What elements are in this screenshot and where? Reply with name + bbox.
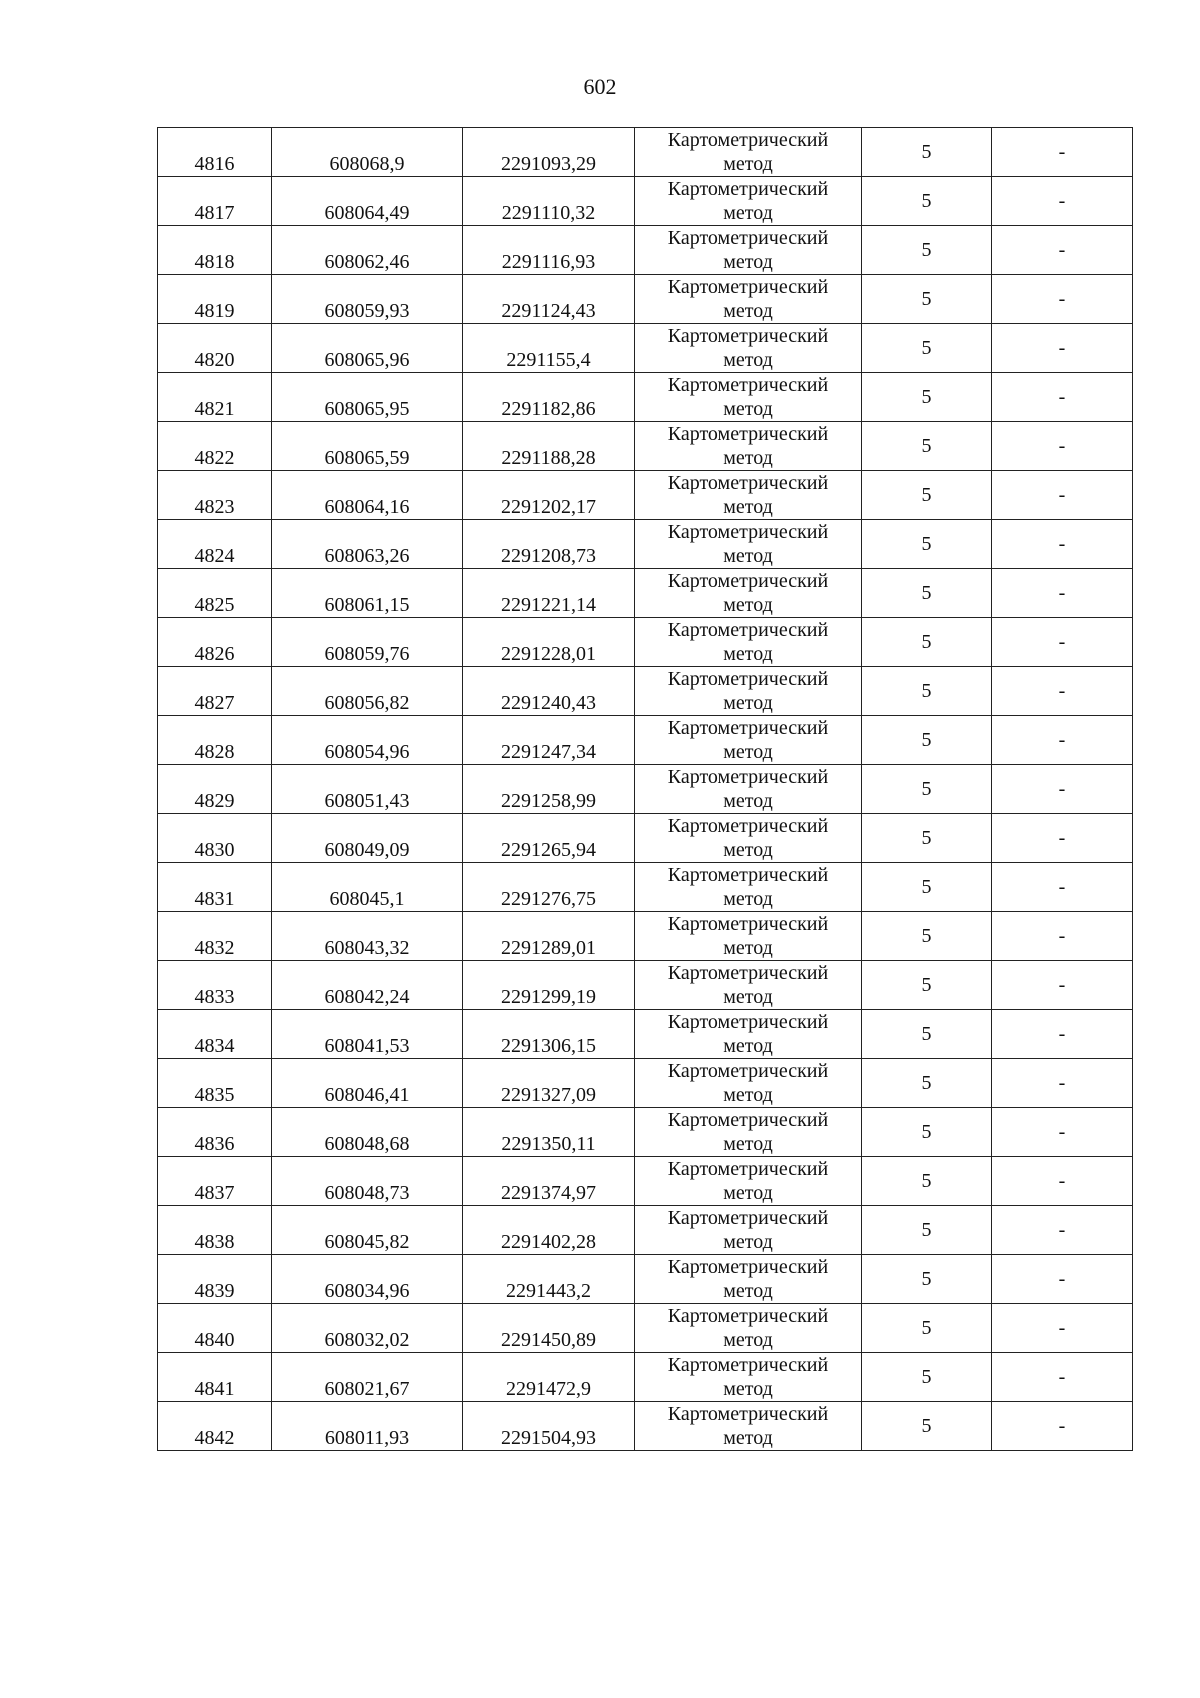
x-coordinate-cell: 608059,76	[272, 618, 463, 667]
method-text-line2: метод	[723, 398, 773, 420]
x-coordinate-cell: 608041,53	[272, 1010, 463, 1059]
accuracy-cell: 5	[862, 961, 992, 1010]
method-text-line2: метод	[723, 937, 773, 959]
accuracy-cell: 5	[862, 1304, 992, 1353]
table-row	[158, 1402, 1133, 1451]
y-coordinate-cell: 2291276,75	[463, 863, 635, 912]
x-coordinate-cell: 608034,96	[272, 1255, 463, 1304]
method-cell	[635, 177, 862, 226]
note-cell: -	[992, 716, 1133, 765]
y-coordinate-cell: 2291221,14	[463, 569, 635, 618]
point-number-cell: 4831	[158, 863, 272, 912]
table-row	[158, 569, 1133, 618]
note-cell: -	[992, 1157, 1133, 1206]
method-text-line1: Картометрический	[667, 472, 829, 494]
accuracy-cell: 5	[862, 1108, 992, 1157]
method-cell	[635, 569, 862, 618]
method-text-line1: Картометрический	[667, 129, 829, 151]
method-text-line1: Картометрический	[667, 178, 829, 200]
x-coordinate-cell: 608045,1	[272, 863, 463, 912]
method-cell	[635, 520, 862, 569]
table-row	[158, 667, 1133, 716]
method-cell	[635, 1010, 862, 1059]
method-text-line2: метод	[723, 790, 773, 812]
method-text-line2: метод	[723, 349, 773, 371]
table-row	[158, 1353, 1133, 1402]
method-text-line1: Картометрический	[667, 815, 829, 837]
method-text-line2: метод	[723, 888, 773, 910]
x-coordinate-cell: 608065,59	[272, 422, 463, 471]
note-cell: -	[992, 765, 1133, 814]
method-cell	[635, 1304, 862, 1353]
accuracy-cell: 5	[862, 1353, 992, 1402]
point-number-cell: 4832	[158, 912, 272, 961]
x-coordinate-cell: 608048,68	[272, 1108, 463, 1157]
note-cell: -	[992, 667, 1133, 716]
x-coordinate-cell: 608043,32	[272, 912, 463, 961]
note-cell: -	[992, 1010, 1133, 1059]
method-text-line2: метод	[723, 1182, 773, 1204]
page-number: 602	[583, 74, 617, 99]
accuracy-cell: 5	[862, 128, 992, 177]
method-cell	[635, 1353, 862, 1402]
note-cell: -	[992, 912, 1133, 961]
y-coordinate-cell: 2291228,01	[463, 618, 635, 667]
note-cell: -	[992, 1206, 1133, 1255]
method-text-line2: метод	[723, 1035, 773, 1057]
point-number-cell: 4837	[158, 1157, 272, 1206]
point-number-cell: 4840	[158, 1304, 272, 1353]
point-number-cell: 4825	[158, 569, 272, 618]
method-text-line1: Картометрический	[667, 1060, 829, 1082]
point-number-cell: 4823	[158, 471, 272, 520]
point-number-cell: 4819	[158, 275, 272, 324]
method-text-line1: Картометрический	[667, 1011, 829, 1033]
method-text-line2: метод	[723, 1133, 773, 1155]
x-coordinate-cell: 608064,16	[272, 471, 463, 520]
point-number-cell: 4826	[158, 618, 272, 667]
method-text-line1: Картометрический	[667, 1109, 829, 1131]
table-row	[158, 520, 1133, 569]
y-coordinate-cell: 2291188,28	[463, 422, 635, 471]
point-number-cell: 4820	[158, 324, 272, 373]
method-text-line2: метод	[723, 545, 773, 567]
table-row	[158, 1255, 1133, 1304]
method-cell	[635, 422, 862, 471]
accuracy-cell: 5	[862, 667, 992, 716]
method-cell	[635, 275, 862, 324]
method-text-line1: Картометрический	[667, 325, 829, 347]
table-row	[158, 716, 1133, 765]
x-coordinate-cell: 608062,46	[272, 226, 463, 275]
method-text-line1: Картометрический	[667, 521, 829, 543]
x-coordinate-cell: 608065,96	[272, 324, 463, 373]
method-cell	[635, 324, 862, 373]
table-row	[158, 1157, 1133, 1206]
method-text-line2: метод	[723, 1280, 773, 1302]
y-coordinate-cell: 2291472,9	[463, 1353, 635, 1402]
accuracy-cell: 5	[862, 716, 992, 765]
method-text-line2: метод	[723, 1427, 773, 1449]
x-coordinate-cell: 608049,09	[272, 814, 463, 863]
table-row	[158, 1010, 1133, 1059]
method-text-line1: Картометрический	[667, 864, 829, 886]
method-text-line2: метод	[723, 1084, 773, 1106]
method-text-line1: Картометрический	[667, 227, 829, 249]
accuracy-cell: 5	[862, 520, 992, 569]
x-coordinate-cell: 608061,15	[272, 569, 463, 618]
y-coordinate-cell: 2291240,43	[463, 667, 635, 716]
method-text-line2: метод	[723, 447, 773, 469]
method-text-line2: метод	[723, 839, 773, 861]
table-row	[158, 961, 1133, 1010]
table-body	[158, 128, 1133, 1451]
y-coordinate-cell: 2291402,28	[463, 1206, 635, 1255]
method-text-line2: метод	[723, 202, 773, 224]
table-row	[158, 471, 1133, 520]
x-coordinate-cell: 608065,95	[272, 373, 463, 422]
method-cell	[635, 1157, 862, 1206]
accuracy-cell: 5	[862, 1255, 992, 1304]
method-text-line1: Картометрический	[667, 374, 829, 396]
method-text-line2: метод	[723, 496, 773, 518]
note-cell: -	[992, 961, 1133, 1010]
accuracy-cell: 5	[862, 373, 992, 422]
accuracy-cell: 5	[862, 1206, 992, 1255]
point-number-cell: 4833	[158, 961, 272, 1010]
method-text-line1: Картометрический	[667, 276, 829, 298]
table-row	[158, 912, 1133, 961]
method-text-line2: метод	[723, 692, 773, 714]
method-cell	[635, 1402, 862, 1451]
note-cell: -	[992, 1059, 1133, 1108]
x-coordinate-cell: 608048,73	[272, 1157, 463, 1206]
accuracy-cell: 5	[862, 1402, 992, 1451]
y-coordinate-cell: 2291289,01	[463, 912, 635, 961]
note-cell: -	[992, 177, 1133, 226]
y-coordinate-cell: 2291202,17	[463, 471, 635, 520]
x-coordinate-cell: 608032,02	[272, 1304, 463, 1353]
x-coordinate-cell: 608045,82	[272, 1206, 463, 1255]
method-text-line1: Картометрический	[667, 1207, 829, 1229]
point-number-cell: 4834	[158, 1010, 272, 1059]
y-coordinate-cell: 2291350,11	[463, 1108, 635, 1157]
point-number-cell: 4838	[158, 1206, 272, 1255]
accuracy-cell: 5	[862, 275, 992, 324]
accuracy-cell: 5	[862, 569, 992, 618]
method-cell	[635, 961, 862, 1010]
method-text-line2: метод	[723, 1378, 773, 1400]
x-coordinate-cell: 608046,41	[272, 1059, 463, 1108]
point-number-cell: 4817	[158, 177, 272, 226]
point-number-cell: 4842	[158, 1402, 272, 1451]
method-text-line2: метод	[723, 251, 773, 273]
table-row	[158, 422, 1133, 471]
note-cell: -	[992, 226, 1133, 275]
accuracy-cell: 5	[862, 765, 992, 814]
table-row	[158, 373, 1133, 422]
table-row	[158, 765, 1133, 814]
accuracy-cell: 5	[862, 1059, 992, 1108]
point-number-cell: 4828	[158, 716, 272, 765]
x-coordinate-cell: 608063,26	[272, 520, 463, 569]
method-text-line2: метод	[723, 594, 773, 616]
method-text-line1: Картометрический	[667, 1354, 829, 1376]
y-coordinate-cell: 2291182,86	[463, 373, 635, 422]
y-coordinate-cell: 2291124,43	[463, 275, 635, 324]
note-cell: -	[992, 128, 1133, 177]
method-text-line1: Картометрический	[667, 668, 829, 690]
note-cell: -	[992, 1304, 1133, 1353]
method-text-line1: Картометрический	[667, 913, 829, 935]
point-number-cell: 4841	[158, 1353, 272, 1402]
note-cell: -	[992, 814, 1133, 863]
method-cell	[635, 667, 862, 716]
accuracy-cell: 5	[862, 1010, 992, 1059]
method-cell	[635, 765, 862, 814]
y-coordinate-cell: 2291504,93	[463, 1402, 635, 1451]
note-cell: -	[992, 471, 1133, 520]
table-row	[158, 618, 1133, 667]
method-cell	[635, 912, 862, 961]
point-number-cell: 4824	[158, 520, 272, 569]
y-coordinate-cell: 2291208,73	[463, 520, 635, 569]
y-coordinate-cell: 2291258,99	[463, 765, 635, 814]
point-number-cell: 4839	[158, 1255, 272, 1304]
method-text-line1: Картометрический	[667, 1403, 829, 1425]
note-cell: -	[992, 422, 1133, 471]
method-cell	[635, 716, 862, 765]
method-text-line1: Картометрический	[667, 619, 829, 641]
note-cell: -	[992, 373, 1133, 422]
table-row	[158, 226, 1133, 275]
point-number-cell: 4836	[158, 1108, 272, 1157]
accuracy-cell: 5	[862, 422, 992, 471]
method-cell	[635, 373, 862, 422]
table-row	[158, 863, 1133, 912]
y-coordinate-cell: 2291093,29	[463, 128, 635, 177]
method-text-line2: метод	[723, 1329, 773, 1351]
x-coordinate-cell: 608056,82	[272, 667, 463, 716]
y-coordinate-cell: 2291443,2	[463, 1255, 635, 1304]
note-cell: -	[992, 863, 1133, 912]
method-cell	[635, 1059, 862, 1108]
y-coordinate-cell: 2291299,19	[463, 961, 635, 1010]
table-row	[158, 1206, 1133, 1255]
table-row	[158, 814, 1133, 863]
table-row	[158, 1304, 1133, 1353]
accuracy-cell: 5	[862, 814, 992, 863]
method-cell	[635, 128, 862, 177]
y-coordinate-cell: 2291327,09	[463, 1059, 635, 1108]
point-number-cell: 4830	[158, 814, 272, 863]
table-row	[158, 1108, 1133, 1157]
note-cell: -	[992, 275, 1133, 324]
point-number-cell: 4816	[158, 128, 272, 177]
table-row	[158, 1059, 1133, 1108]
method-cell	[635, 226, 862, 275]
y-coordinate-cell: 2291450,89	[463, 1304, 635, 1353]
note-cell: -	[992, 569, 1133, 618]
table-row	[158, 324, 1133, 373]
note-cell: -	[992, 1353, 1133, 1402]
method-text-line2: метод	[723, 741, 773, 763]
method-text-line2: метод	[723, 643, 773, 665]
method-text-line1: Картометрический	[667, 962, 829, 984]
method-cell	[635, 814, 862, 863]
method-cell	[635, 1255, 862, 1304]
x-coordinate-cell: 608054,96	[272, 716, 463, 765]
y-coordinate-cell: 2291374,97	[463, 1157, 635, 1206]
note-cell: -	[992, 1255, 1133, 1304]
point-number-cell: 4822	[158, 422, 272, 471]
table-row	[158, 128, 1133, 177]
coordinates-table	[157, 127, 1133, 1451]
note-cell: -	[992, 1402, 1133, 1451]
method-text-line1: Картометрический	[667, 1256, 829, 1278]
accuracy-cell: 5	[862, 324, 992, 373]
accuracy-cell: 5	[862, 177, 992, 226]
point-number-cell: 4835	[158, 1059, 272, 1108]
point-number-cell: 4827	[158, 667, 272, 716]
method-cell	[635, 1108, 862, 1157]
y-coordinate-cell: 2291265,94	[463, 814, 635, 863]
method-text-line2: метод	[723, 1231, 773, 1253]
method-text-line1: Картометрический	[667, 1305, 829, 1327]
x-coordinate-cell: 608064,49	[272, 177, 463, 226]
x-coordinate-cell: 608068,9	[272, 128, 463, 177]
method-text-line2: метод	[723, 153, 773, 175]
method-text-line1: Картометрический	[667, 423, 829, 445]
accuracy-cell: 5	[862, 618, 992, 667]
y-coordinate-cell: 2291116,93	[463, 226, 635, 275]
x-coordinate-cell: 608051,43	[272, 765, 463, 814]
method-cell	[635, 471, 862, 520]
accuracy-cell: 5	[862, 226, 992, 275]
method-cell	[635, 863, 862, 912]
y-coordinate-cell: 2291306,15	[463, 1010, 635, 1059]
method-text-line1: Картометрический	[667, 570, 829, 592]
accuracy-cell: 5	[862, 1157, 992, 1206]
y-coordinate-cell: 2291155,4	[463, 324, 635, 373]
method-text-line1: Картометрический	[667, 1158, 829, 1180]
x-coordinate-cell: 608021,67	[272, 1353, 463, 1402]
accuracy-cell: 5	[862, 863, 992, 912]
method-cell	[635, 618, 862, 667]
y-coordinate-cell: 2291110,32	[463, 177, 635, 226]
table-row	[158, 177, 1133, 226]
method-cell	[635, 1206, 862, 1255]
x-coordinate-cell: 608011,93	[272, 1402, 463, 1451]
method-text-line1: Картометрический	[667, 766, 829, 788]
point-number-cell: 4829	[158, 765, 272, 814]
point-number-cell: 4821	[158, 373, 272, 422]
x-coordinate-cell: 608059,93	[272, 275, 463, 324]
method-text-line1: Картометрический	[667, 717, 829, 739]
accuracy-cell: 5	[862, 471, 992, 520]
method-text-line2: метод	[723, 300, 773, 322]
point-number-cell: 4818	[158, 226, 272, 275]
x-coordinate-cell: 608042,24	[272, 961, 463, 1010]
note-cell: -	[992, 324, 1133, 373]
accuracy-cell: 5	[862, 912, 992, 961]
method-text-line2: метод	[723, 986, 773, 1008]
table-row	[158, 275, 1133, 324]
note-cell: -	[992, 618, 1133, 667]
note-cell: -	[992, 520, 1133, 569]
note-cell: -	[992, 1108, 1133, 1157]
y-coordinate-cell: 2291247,34	[463, 716, 635, 765]
